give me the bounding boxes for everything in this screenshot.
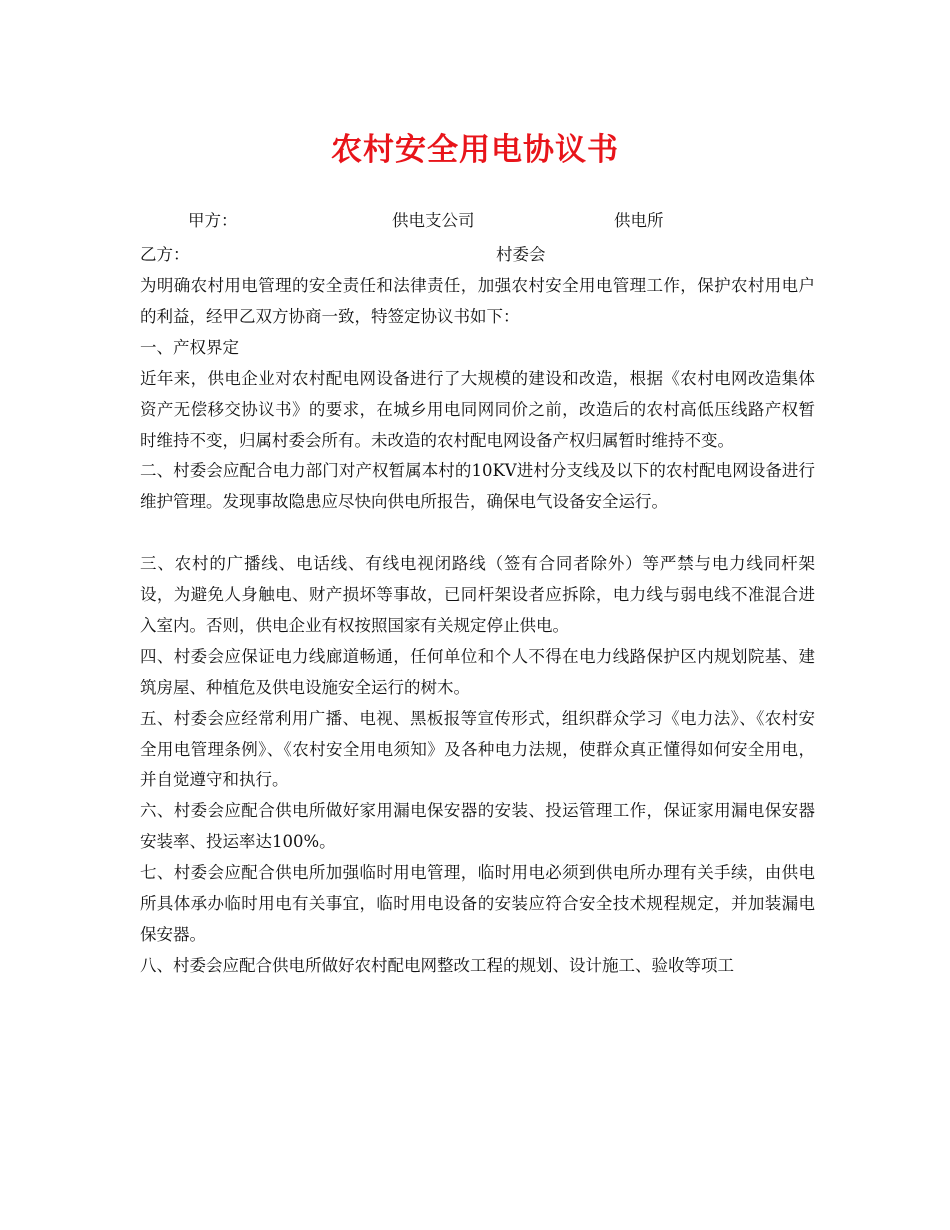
party-a-company: 供电支公司 [392, 211, 475, 230]
paragraph-gap [140, 518, 815, 549]
intro-paragraph: 为明确农村用电管理的安全责任和法律责任，加强农村安全用电管理工作，保护农村用电户的利益，经甲乙双方协商一致，特签定协议书如下： [140, 276, 815, 326]
party-a-station: 供电所 [614, 211, 664, 230]
agreement-body [140, 271, 815, 982]
clause-7-paragraph: 七、村委会应配合供电所加强临时用电管理，临时用电必须到供电所办理有关手续，由供电所具体承办临时用电有关事宜，临时用电设备的安装应符合安全技术规程规定，并加装漏电保安器。 [140, 863, 815, 945]
party-a-label: 甲方： [188, 211, 238, 230]
clause-6-paragraph: 六、村委会应配合供电所做好家用漏电保安器的安装、投运管理工作，保证家用漏电保安器安装率、投运率达100%。 [140, 801, 815, 852]
clause-5-paragraph: 五、村委会应经常利用广播、电视、黑板报等宣传形式，组织群众学习《电力法》、《农村安全用电管理条例》、《农村安全用电须知》及各种电力法规，使群众真正懂得如何安全用电，并自觉遵守和执行。 [140, 708, 815, 790]
property-rights-paragraph: 近年来，供电企业对农村配电网设备进行了大规模的建设和改造，根据《农村电网改造集体资产无偿移交协议书》的要求，在城乡用电同网同价之前，改造后的农村高低压线路产权暂时维持不变，归属村委会所有。未改造的农村配电网设备产权归属暂时维持不变。 [140, 368, 815, 450]
clause-3-paragraph: 三、农村的广播线、电话线、有线电视闭路线（签有合同者除外）等严禁与电力线同杆架设，为避免人身触电、财产损坏等事故，已同杆架设者应拆除，电力线与弱电线不准混合进入室内。否则，供电企业有权按照国家有关规定停止供电。 [140, 554, 815, 635]
party-b-label: 乙方： [140, 245, 190, 264]
clause-4-paragraph: 四、村委会应保证电力线廊道畅通，任何单位和个人不得在电力线路保护区内规划院基、建筑房屋、种植危及供电设施安全运行的树木。 [140, 646, 815, 697]
document-title: 农村安全用电协议书 [331, 132, 619, 168]
clause-8-paragraph: 八、村委会应配合供电所做好农村配电网整改工程的规划、设计施工、验收等项工 [140, 955, 734, 975]
section-heading-property-rights: 一、产权界定 [140, 337, 239, 357]
party-b-committee: 村委会 [496, 245, 546, 264]
clause-2-paragraph: 二、村委会应配合电力部门对产权暂属本村的10KV进村分支线及以下的农村配电网设备进行维护管理。发现事故隐患应尽快向供电所报告，确保电气设备安全运行。 [140, 461, 815, 512]
